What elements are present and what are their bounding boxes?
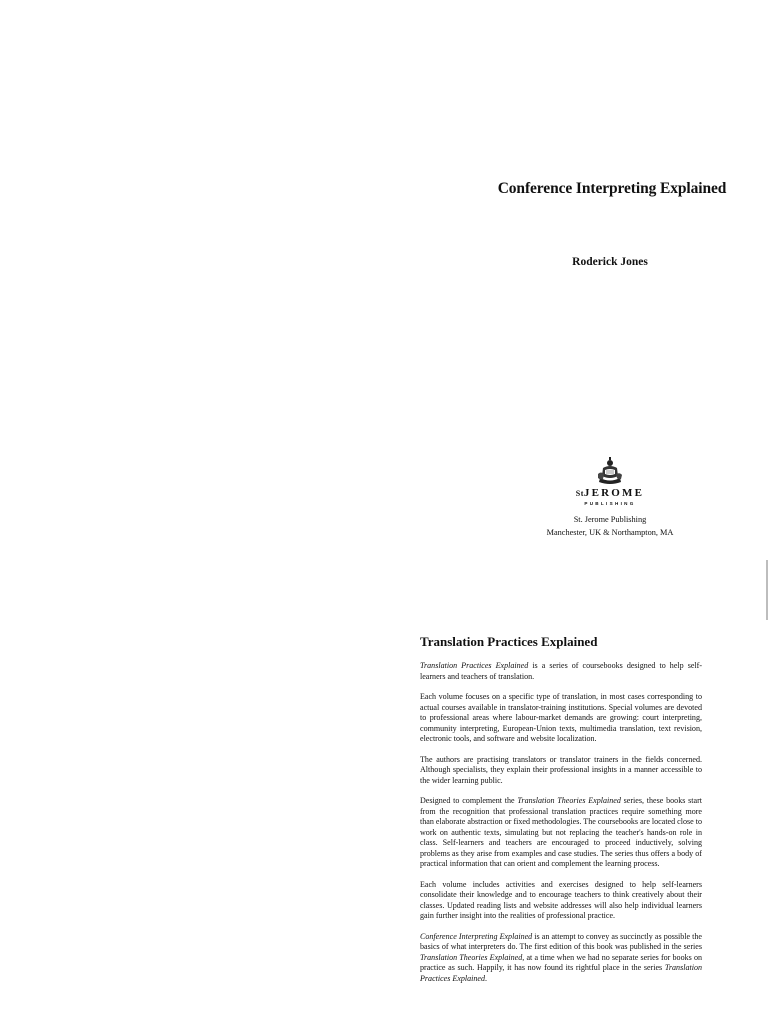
publisher-location: Manchester, UK & Northampton, MA (546, 527, 674, 537)
logo-name-prefix: St (575, 489, 584, 498)
italic-run: Conference Interpreting Explained (420, 931, 533, 941)
publisher-logo (550, 456, 670, 507)
text-run: . (485, 973, 488, 983)
logo-name: JEROME (583, 487, 645, 499)
logo-subtitle: PUBLISHING (584, 501, 636, 506)
series-paragraph (420, 692, 702, 745)
text-run: is an attempt to convey as succinctly as possible the basics of what interpreters do. The first edition of this book was published in the series (420, 931, 702, 951)
book-title: Conference Interpreting Explained (497, 180, 727, 197)
italic-run: Translation Practices Explained (420, 661, 529, 670)
series-paragraph (420, 880, 702, 922)
publisher-name: St. Jerome Publishing (573, 515, 647, 524)
series-description (420, 634, 702, 984)
text-run: , at a time when we had no separate series for books on practice as such. Happily, it has now found its rightful place in the series (420, 952, 702, 972)
book-author: Roderick Jones (572, 256, 648, 268)
series-body (420, 661, 702, 984)
italic-run: Translation Practices Explained (420, 963, 702, 983)
series-paragraph (420, 661, 702, 682)
series-title: Translation Practices Explained (420, 634, 598, 649)
text-run: Each volume focuses on a specific type of translation, in most cases corresponding to actual courses available in translator-training institutions. Special volumes are devoted to professional areas where labour-market demands are growing: court interpreting, community interpreting, European-Union texts, multimedia translation, text revision, electronic tools, and software and website localization. (420, 692, 702, 743)
text-run: is a series of coursebooks designed to help self-learners and teachers of translation. (420, 661, 703, 681)
text-run: series, these books start from the recognition that professional translation practices require something more than elaborate abstraction or fixed methodologies. The coursebooks are located close to work on authentic texts, simulating but not replacing the teacher's hands-on role in class. Self-learners and teachers are encouraged to proceed inductively, solving problems as they arise from examples and case studies. The series thus offers a body of practical information that can orient and complement the learning process. (420, 796, 702, 868)
series-paragraph (420, 932, 702, 985)
text-run: The authors are practising translators or translator trainers in the fields concerned. Although specialists, they explain their professional insights in a manner accessible to the wider learning public. (420, 754, 702, 785)
text-run: Each volume includes activities and exercises designed to help self-learners consolidate their knowledge and to encourage teachers to think creatively about their classes. Updated reading lists and website addresses will also help individual learners gain further insight into the realities of professional practice. (420, 879, 702, 920)
publisher-imprint (520, 514, 700, 539)
series-paragraph (420, 796, 702, 870)
series-paragraph (420, 755, 702, 787)
text-run: Designed to complement the (420, 796, 518, 805)
saint-jerome-emblem-icon (596, 456, 624, 486)
italic-run: Translation Theories Explained (517, 796, 621, 805)
italic-run: Translation Theories Explained (420, 952, 523, 962)
